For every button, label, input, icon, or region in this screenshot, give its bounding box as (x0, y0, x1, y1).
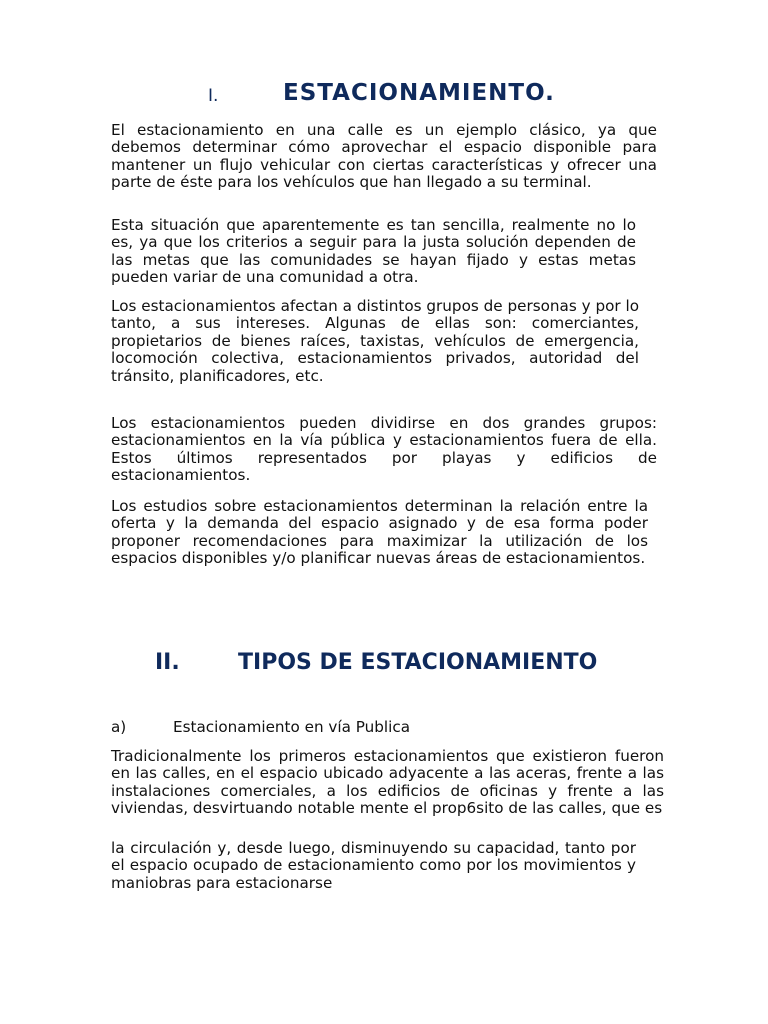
subsection-letter: a) (111, 718, 127, 736)
section-number: II. (155, 650, 180, 675)
paragraph: Los estudios sobre estacionamientos determinan la relación entre la oferta y la demanda del espacio asignado y de esa forma poder proponer recomendaciones para maximizar la utilización de los espacios disponibles y/o planificar nuevas áreas de estacionamientos. (111, 497, 648, 568)
section-title: ESTACIONAMIENTO. (283, 80, 555, 106)
paragraph: Tradicionalmente los primeros estacionamientos que existieron fueron en las calles, en el espacio ubicado adyacente a las aceras, frente a las instalaciones comerciales, a los edificios de oficinas y frente a las viviendas, desvirtuando notable mente el prop6sito de las calles, que es (111, 747, 664, 818)
section-number: I. (208, 86, 219, 106)
paragraph: la circulación y, desde luego, disminuyendo su capacidad, tanto por el espacio ocupado de estacionamiento como por los movimientos y maniobras para estacionarse (111, 839, 636, 892)
paragraph: El estacionamiento en una calle es un ejemplo clásico, ya que debemos determinar cómo aprovechar el espacio disponible para mantener un flujo vehicular con ciertas características y ofrecer una parte de éste para los vehículos que han llegado a su terminal. (111, 121, 657, 192)
paragraph: Esta situación que aparentemente es tan sencilla, realmente no lo es, ya que los criterios a seguir para la justa solución dependen de las metas que las comunidades se hayan fijado y estas metas pueden variar de una comunidad a otra. (111, 216, 636, 287)
paragraph: Los estacionamientos pueden dividirse en dos grandes grupos: estacionamientos en la vía pública y estacionamientos fuera de ella. Estos últimos representados por playas y edificios de estacionamientos. (111, 414, 657, 485)
paragraph: Los estacionamientos afectan a distintos grupos de personas y por lo tanto, a sus intereses. Algunas de ellas son: comerciantes, propietarios de bienes raíces, taxistas, vehículos de emergencia, locomoción colectiva, estacionamientos privados, autoridad del tránsito, planificadores, etc. (111, 297, 639, 385)
section-title: TIPOS DE ESTACIONAMIENTO (238, 650, 598, 675)
subsection-label: Estacionamiento en vía Publica (173, 718, 411, 736)
